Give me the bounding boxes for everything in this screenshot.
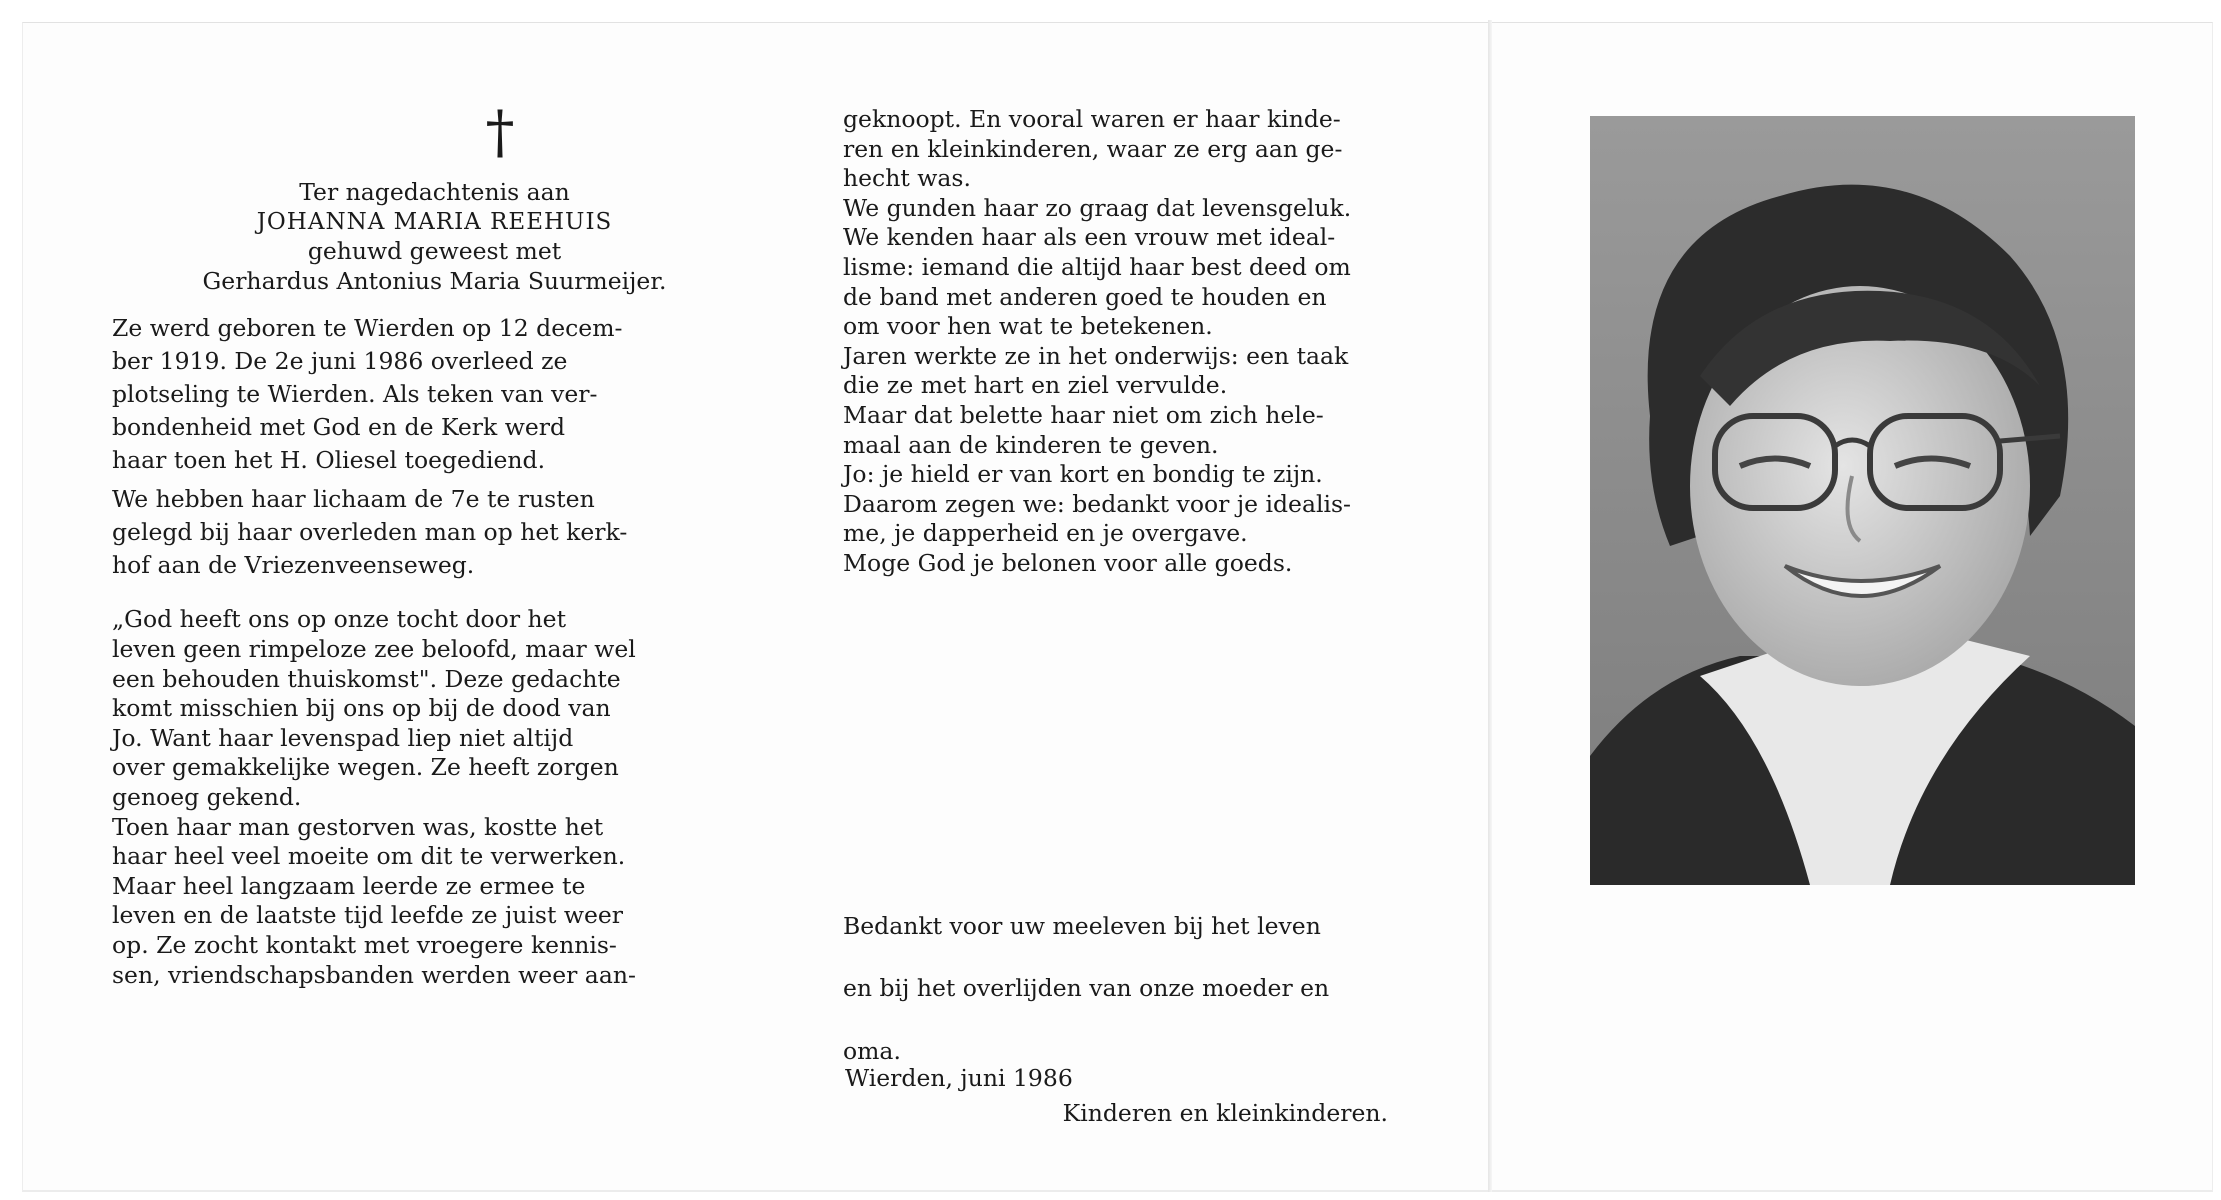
- memorial-heading: Ter nagedachtenis aan: [299, 178, 570, 206]
- signature: Kinderen en kleinkinderen.: [1062, 1099, 1388, 1127]
- text-line: We gunden haar zo graag dat levensgeluk.: [843, 193, 1352, 222]
- quote-paragraph: [112, 605, 657, 990]
- text-line: We kenden haar als een vrouw met ideal-: [843, 223, 1336, 252]
- text-line: haar toen het H. Oliesel toegediend.: [112, 446, 546, 475]
- text-line: komt misschien bij ons op bij de dood van: [112, 694, 611, 723]
- text-line: lisme: iemand die altijd haar best deed om: [843, 252, 1351, 281]
- text-line: We hebben haar lichaam de 7e te rusten: [112, 485, 595, 514]
- biography-paragraph: [112, 312, 657, 477]
- text-line: Maar dat belette haar niet om zich hele-: [843, 400, 1324, 429]
- text-line: een behouden thuiskomst". Deze gedachte: [112, 664, 621, 693]
- text-line: hecht was.: [843, 164, 971, 193]
- text-line: Jaren werkte ze in het onderwijs: een taak: [843, 341, 1349, 370]
- text-line: Daarom zegen we: bedankt voor je idealis-: [843, 489, 1351, 518]
- text-line: en bij het overlijden van onze moeder en: [843, 974, 1330, 1002]
- text-line: haar heel veel moeite om dit te verwerken.: [112, 842, 626, 871]
- right-column: [843, 105, 1388, 579]
- portrait-photo-icon: [1590, 116, 2135, 885]
- cross-icon: †: [485, 98, 515, 166]
- text-line: Toen haar man gestorven was, kostte het: [112, 812, 604, 841]
- text-line: om voor hen wat te betekenen.: [843, 312, 1213, 341]
- text-line: Ze werd geboren te Wierden op 12 decem-: [112, 314, 623, 343]
- text-line: Jo: je hield er van kort en bondig te zijn.: [843, 460, 1323, 489]
- text-line: leven geen rimpeloze zee beloofd, maar wel: [112, 634, 636, 663]
- burial-paragraph: [112, 483, 657, 582]
- text-line: Moge God je belonen voor alle goeds.: [843, 548, 1293, 577]
- text-line: op. Ze zocht kontakt met vroegere kennis-: [112, 930, 617, 959]
- text-line: oma.: [843, 1036, 901, 1065]
- text-line: hof aan de Vriezenveenseweg.: [112, 551, 475, 580]
- text-line: leven en de laatste tijd leefde ze juist weer: [112, 901, 624, 930]
- text-line: plotseling te Wierden. Als teken van ver-: [112, 380, 598, 409]
- text-line: Maar heel langzaam leerde ze ermee te: [112, 871, 586, 900]
- married-label: gehuwd geweest met: [307, 237, 562, 266]
- text-line: bondenheid met God en de Kerk werd: [112, 413, 566, 442]
- text-line: over gemakkelijke wegen. Ze heeft zorgen: [112, 753, 619, 782]
- text-line: geknoopt. En vooral waren er haar kinde-: [843, 105, 1341, 133]
- text-line: gelegd bij haar overleden man op het kerk-: [112, 518, 628, 547]
- text-line: genoeg gekend.: [112, 782, 302, 811]
- place-date: Wierden, juni 1986: [845, 1064, 1073, 1092]
- deceased-name: JOHANNA MARIA REEHUIS: [256, 208, 613, 235]
- text-line: de band met anderen goed te houden en: [843, 282, 1327, 311]
- thanks-paragraph: [843, 883, 1388, 1157]
- text-line: ren en kleinkinderen, waar ze erg aan ge-: [843, 134, 1343, 163]
- text-line: sen, vriendschapsbanden werden weer aan-: [112, 960, 636, 989]
- left-column: [112, 98, 667, 990]
- text-line: die ze met hart en ziel vervulde.: [843, 371, 1228, 400]
- text-line: Jo. Want haar levenspad liep niet altijd: [112, 723, 574, 752]
- text-line: maal aan de kinderen te geven.: [843, 430, 1219, 459]
- spouse-name: Gerhardus Antonius Maria Suurmeijer.: [202, 266, 667, 295]
- text-line: Bedankt voor uw meeleven bij het leven: [843, 911, 1321, 940]
- text-line: me, je dapperheid en je overgave.: [843, 519, 1248, 548]
- text-line: ber 1919. De 2e juni 1986 overleed ze: [112, 347, 568, 376]
- text-line: „God heeft ons op onze tocht door het: [112, 605, 567, 634]
